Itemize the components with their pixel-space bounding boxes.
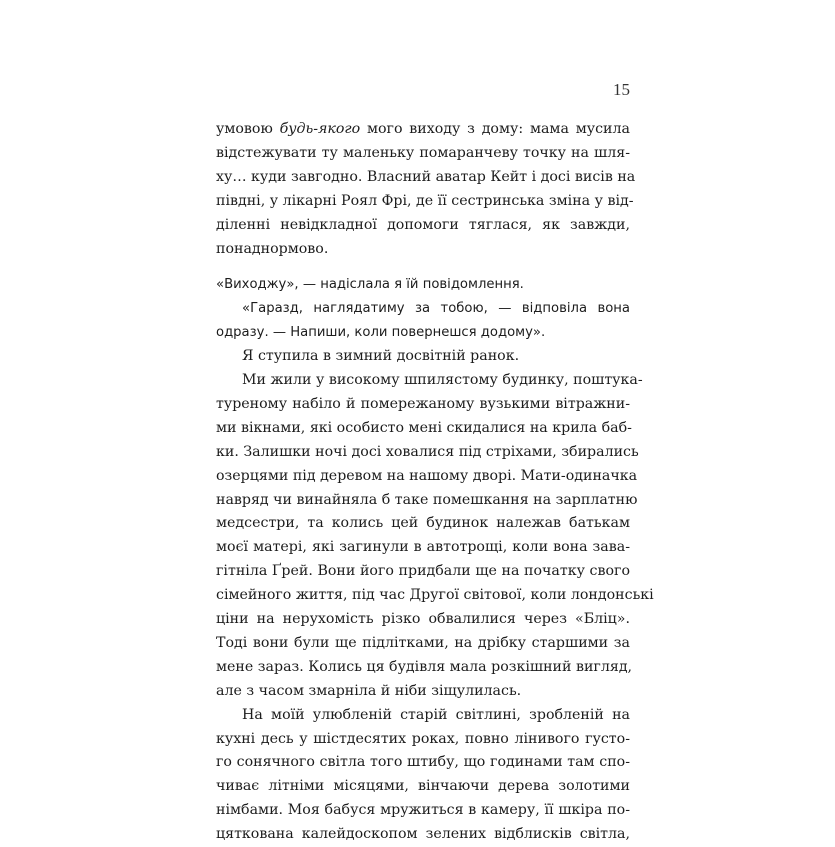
- text-line: На моїй улюбленій старій світлині, зробленій на: [242, 706, 630, 723]
- text-line: чиває літніми місяцями, вінчаючи дерева золотими: [216, 778, 630, 795]
- text-line: ки. Залишки ночі досі ховалися під стріхами, збирались: [216, 443, 639, 460]
- text-line: Ми жили у високому шпилястому будинку, поштука-: [242, 372, 643, 388]
- text-line: ми вікнами, які особисто мені скидалися на крила баб-: [216, 419, 632, 436]
- text-line: ціни на нерухомість різко обвалилися через «Бліц».: [216, 611, 630, 627]
- message-line: одразу. — Напиши, коли повернешся додому».: [216, 325, 546, 341]
- text-segment: умовою: [216, 121, 280, 137]
- text-line: відстежувати ту маленьку помаранчеву точку на шля-: [216, 144, 630, 161]
- message-line: «Виходжу», — надіслала я їй повідомлення.: [216, 277, 524, 293]
- text-segment-italic: будь-якого: [279, 121, 361, 137]
- text-line: гітніла Ґрей. Вони його придбали ще на початку свого: [216, 563, 630, 580]
- text-line: туреному набіло й помережаному вузькими вітражни-: [216, 395, 630, 412]
- text-line: сімейного життя, під час Другої світової, коли лондонські: [216, 587, 654, 604]
- message-line: «Гаразд, наглядатиму за тобою, — відповіла вона: [242, 301, 630, 317]
- text-line: навряд чи винайняла б таке помешкання на зарплатню: [216, 491, 638, 508]
- text-line: понаднормово.: [216, 240, 329, 257]
- text-line: озерцями під деревом на нашому дворі. Мати-одиначка: [216, 467, 638, 484]
- text-line: го сонячного світла того штибу, що годинами там спо-: [216, 754, 630, 771]
- text-segment: мого виходу з дому: мама мусила: [360, 121, 630, 137]
- text-line: німбами. Моя бабуся мружиться в камеру, її шкіра по-: [216, 802, 630, 819]
- page-number: 15: [613, 80, 630, 99]
- text-line: моєї матері, які загинули в автотрощі, коли вона зава-: [216, 539, 630, 556]
- text-line: Я ступила в зимний досвітній ранок.: [242, 348, 520, 365]
- text-line: Тоді вони були ще підлітками, на дрібку старшими за: [216, 634, 630, 651]
- text-line: ху… куди завгодно. Власний аватар Кейт і досі висів на: [216, 168, 636, 185]
- text-line: цяткована калейдоскопом зелених відблисків світла,: [216, 826, 630, 843]
- text-line: але з часом змарніла й ніби зіщулилась.: [216, 682, 522, 699]
- text-line: мене зараз. Колись ця будівля мала розкішний вигляд,: [216, 658, 633, 675]
- text-line: кухні десь у шістдесятих роках, повно лінивого густо-: [216, 730, 630, 747]
- text-line: діленні невідкладної допомоги тяглася, як завжди,: [216, 216, 630, 233]
- text-line: медсестри, та колись цей будинок належав батькам: [216, 515, 630, 532]
- text-line: [216, 118, 630, 142]
- text-line: півдні, у лікарні Роял Фрі, де її сестринська зміна у від-: [216, 192, 634, 209]
